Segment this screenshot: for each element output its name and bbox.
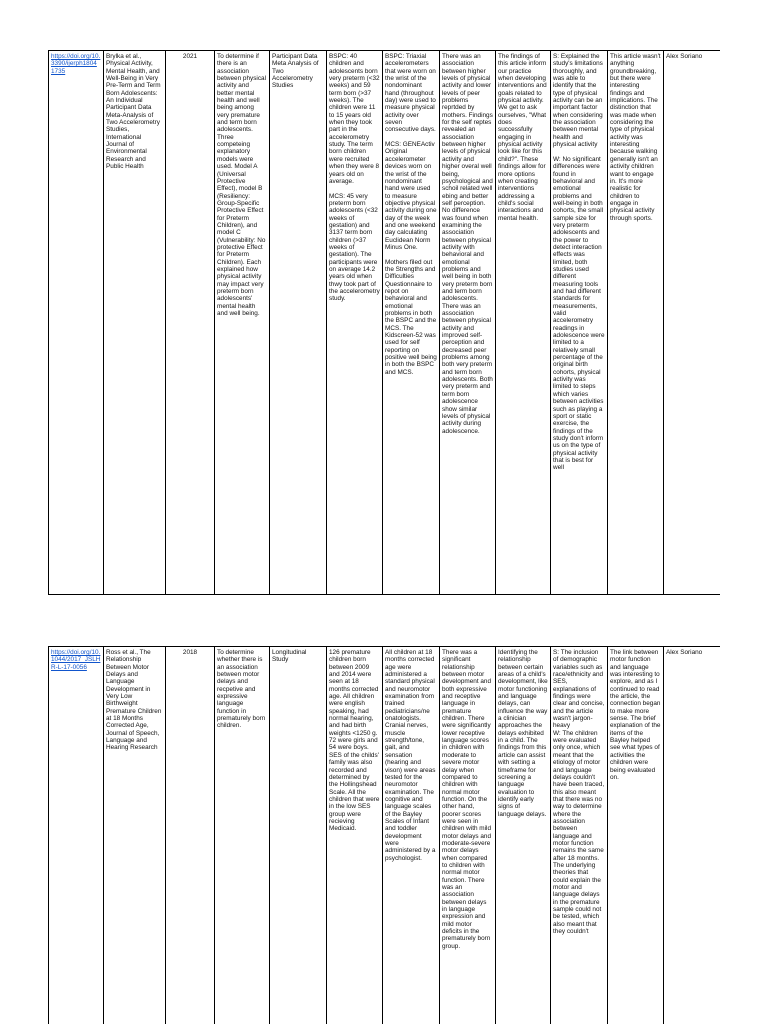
doi-link[interactable]: https://doi.org/10.3390/ijerph1804 1735 [51, 53, 101, 75]
critique-cell: S: The inclusion of demographic variables such as race/ethnicity and SES, explanations of findings were clear and concise, and the article wasn't jargon-heavy W: The children were evaluated only once, which meant that the etiology of motor and language delays couldn't have been traced, this also meant that there was no way to determine where the association between language and motor function remains the same after 18 months. The underlying theories that could explain the motor and language delays in the premature sample could not be tested, which also meant that they couldn't [551, 647, 608, 1024]
implications-cell: The findings of this article inform our practice when developing interventions and goals related to physical activity. We get to ask ourselves, "What does successfully engaging in physical activity look like for this child?". These findings allow for more options when creating interventions addressing a child's social interactions and mental health. [496, 51, 551, 595]
purpose-cell: To determine if there is an association between physical activity and better mental health and well being among very premature and term born adolescents. Three competeing explanatory models were used. Model A (Universal Protective Effect), model B (Resiliency: Group-Specific Protective Effect for Preterm Children), and model C (Vulnerability: No protective Effect for Preterm Children). Each explained how physical activity may impact very preterm born adolescents' mental health and well being. [215, 51, 270, 595]
measures-cell: BSPC: Triaxial accelerometers that were worn on the wrist of the nondominant hand (throughout day) were used to measure physical activity over seven consecutive days. MCS: GENEActiv Original accelerometer devices worn on the wrist of the nondominant hand were used to measure objective physical activity during one day of the week and one weekend day calculating Euclidean Norm Minus One. Mothers filed out the Strengths and Difficulties Questionnaire to repot on behavioral and emotional problems in both the BSPC and the MCS. The Kidscreen-52 was used for self reporting on positive well being in both the BSPC and MCS. [383, 51, 440, 595]
summary-cell: This article wasn't anything groundbreaking, but there were interesting findings and implications. The distinction that was made when considering the type of physical activity was interesting because walking generally isn't an activity children want to engage in. It's more realistic for children to engage in physical activity through sports. [608, 51, 664, 595]
purpose-cell: To determine whether there is an association between motor delays and recpetive and expressive language function in prematurely born children. [215, 647, 270, 1024]
measures-cell: All children at 18 months corrected age were administered a standard physical and neuromotor examination from trained pediatricians/ne onatologists. Cranial nerves, muscle strength/tone, gait, and sensation (hearing and vison) were areas tested for the neuromotor examination. The cognitive and language scales of the Bayley Scales of Infant and toddler development were administered by a psychologist. [383, 647, 440, 1024]
reviewer-cell: Alex Soriano [664, 647, 721, 1024]
reviewer-cell: Alex Soriano [664, 51, 721, 595]
year-cell: 2018 [166, 647, 215, 1024]
critique-cell: S: Explained the study's limitations thoroughly, and was able to identify that the type of physical activity can be an important factor when considering the association between mental health and physical activity W: No significant differences were found in behavioral and emotional problems and well-being in both cohorts, the small sample size for very preterm adolescents and the power to detect interaction effects was limited, both studies used different measuring tools and had different standards for measurements, valid accelerometry readings in adolescence were limited to a relatively small percentage of the original birth cohorts, physical activity was limited to steps which varies between activities such as playing a sport or static exercise, the findings of the study don't inform us on the type of physical activity that is best for well [551, 51, 608, 595]
results-cell: There was a significant relationship between motor development and both expressive and receptive language in premature children. There were significantly lower receptive language scores in children with moderate to severe motor delay when compared to children with normal motor function. On the other hand, poorer scores were seen in children with mild motor delays and moderate-severe motor delays when compared to children with normal motor function. There was an association between delays in language expression and mild motor deficits in the prematurely born group. [440, 647, 496, 1024]
doi-cell [49, 647, 104, 1024]
results-cell: There was an association between higher levels of physical activity and lower levels of peer problems reprtded by mothers. Findings for the self reptes revealed an association between higher levels of physical activity and higher overal well being, psychological and schoil related well ebing and better self perception. No difference was found when examining the association between physical activity with behavioral and emotional problems and well being in both very preterm born and term born adolescents. There was an association between physical activity and improved self-perception and decreased peer problems among both very preterm and term born adolescents. Both very preterm and term born adolescence show similar levels of physical activity during adolescence. [440, 51, 496, 595]
citation-cell: Ross et al., The Relationship Between Motor Delays and Language Development in Very Low Birthweight Premature Children at 18 Months Corrected Age, Journal of Speech, Language and Hearing Research [104, 647, 166, 1024]
participants-cell: 126 premature children born between 2009 and 2014 were seen at 18 months corrected age. All children were english speaking, had normal hearing, and had birth weights <1250 g. 72 were girls and 54 were boys. SES of the childs' family was also recorded and determined by the Hollingshead Scale. All the children that were in the low SES group were recieving Medicaid. [327, 647, 383, 1024]
citation-cell: Brylka et al., Physical Activity, Mental Health, and Well-Being in Very Pre-Term and Term Born Adolescents: An Individual Participant Data Meta-Analysis of Two Accelerometry Studies, International Journal of Environmental Research and Public Health [104, 51, 166, 595]
table-block-1 [48, 50, 720, 595]
design-cell: Participant Data Meta Analysis of Two Accelerometry Studies [270, 51, 327, 595]
literature-review-table-1 [48, 50, 720, 595]
design-cell: Longitudinal Study [270, 647, 327, 1024]
year-cell: 2021 [166, 51, 215, 595]
implications-cell: Identifying the relationship between certain areas of a child's development, like motor functioning and language delays, can influence the way a clinician approaches the delays exhibited in a child. The findings from this article can assist with setting a timeframe for screening a language evaluation to identify early signs of language delays. [496, 647, 551, 1024]
table-row [49, 647, 721, 1024]
summary-cell: The link between motor function and language was interesting to explore, and as I continued to read the article, the connection began to make more sense. The brief explanation of the items of the Bayley helped see what types of activities the children were being evaluated on. [608, 647, 664, 1024]
literature-review-table-2 [48, 646, 720, 1024]
doi-cell [49, 51, 104, 595]
doi-link[interactable]: https://doi.org/10.1044/2017_JSLHR-L-17-0056 [51, 649, 101, 671]
table-block-2 [48, 646, 720, 1024]
participants-cell: BSPC: 40 children and adolescents born very preterm (<32 weeks) and 59 term born (>37 weeks). The children were 11 to 15 years old when they took part in the accelerometry study. The term born children were recruited when they were 8 years old on average. MCS: 45 very preterm born adolescents (<32 weeks of gestation) and 3137 term born children (>37 weeks of gestation). The participants were on average 14.2 years old when thwy took part of the accelerometry study. [327, 51, 383, 595]
table-row [49, 51, 721, 595]
